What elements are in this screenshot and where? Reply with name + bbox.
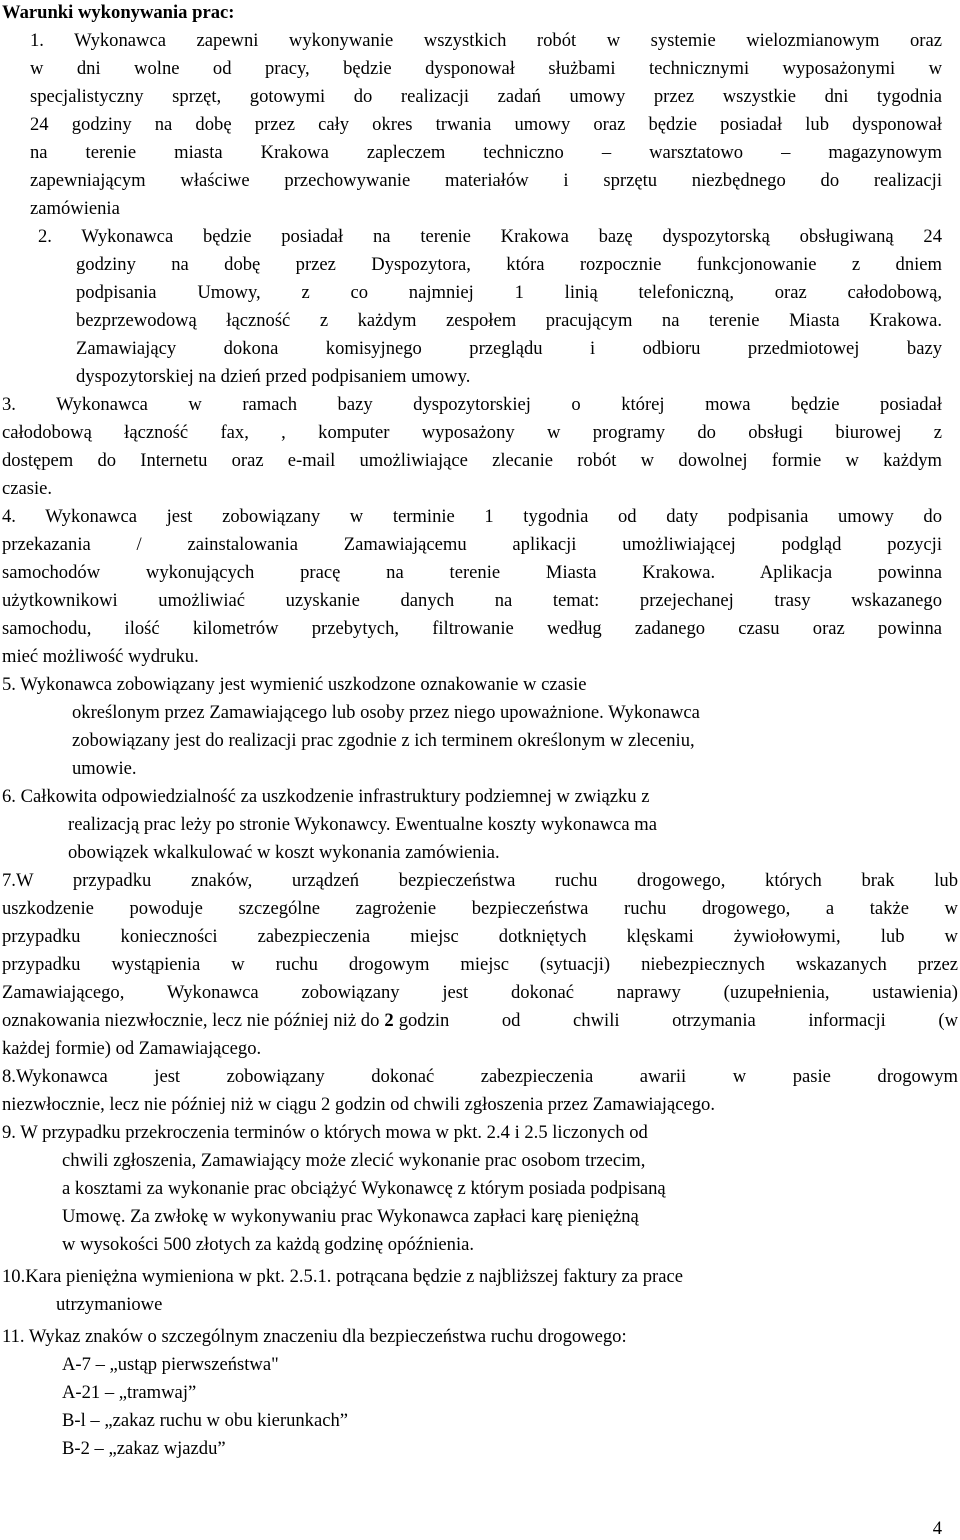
item-1-line-7: zamówienia: [30, 198, 120, 219]
sign-a21: A-21 – „tramwaj”: [62, 1382, 197, 1403]
item-9-line-4: Umowę. Za zwłokę w wykonywaniu prac Wykonawca zapłaci karę pieniężną: [62, 1206, 639, 1227]
item-6-line-2: realizacją prac leży po stronie Wykonawcy. Ewentualne koszty wykonawca ma: [68, 814, 657, 835]
item-5-line-2: określonym przez Zamawiającego lub osoby przez niego upoważnione. Wykonawca: [72, 702, 700, 723]
item-7-line-6-end: godzin od chwili otrzymania informacji (w: [398, 1010, 958, 1031]
item-8-line-1: 8.Wykonawca jest zobowiązany dokonać zabezpieczenia awarii w pasie drogowym: [2, 1066, 958, 1087]
item-1-line-6: zapewniającym właściwe przechowywanie materiałów i sprzętu niezbędnego do realizacji: [30, 170, 942, 191]
item-7-line-1: 7.W przypadku znaków, urządzeń bezpieczeństwa ruchu drogowego, których brak lub: [2, 870, 958, 891]
item-4-line-6: mieć możliwość wydruku.: [2, 646, 199, 667]
item-1-line-3: specjalistyczny sprzęt, gotowymi do realizacji zadań umowy przez wszystkie dni tygodnia: [30, 86, 942, 107]
item-4-line-1: 4. Wykonawca jest zobowiązany w terminie 1 tygodnia od daty podpisania umowy do: [2, 506, 942, 527]
item-1-line-5: na terenie miasta Krakowa zapleczem techniczno – warsztatowo – magazynowym: [30, 142, 942, 163]
item-11-line-1: 11. Wykaz znaków o szczególnym znaczeniu dla bezpieczeństwa ruchu drogowego:: [2, 1326, 627, 1347]
item-1-line-2: w dni wolne od pracy, będzie dysponował służbami technicznymi wyposażonymi w: [30, 58, 942, 79]
section-heading: Warunki wykonywania prac:: [2, 2, 235, 23]
item-2-line-2: godziny na dobę przez Dyspozytora, która rozpocznie funkcjonowanie z dniem: [76, 254, 942, 275]
sign-b2: B-2 – „zakaz wjazdu”: [62, 1438, 226, 1459]
item-9-line-1: 9. W przypadku przekroczenia terminów o których mowa w pkt. 2.4 i 2.5 liczonych od: [2, 1122, 648, 1143]
sign-b1: B-l – „zakaz ruchu w obu kierunkach”: [62, 1410, 349, 1431]
item-5-line-1: 5. Wykonawca zobowiązany jest wymienić uszkodzone oznakowanie w czasie: [2, 674, 587, 695]
item-3-line-1: 3. Wykonawca w ramach bazy dyspozytorskiej o której mowa będzie posiadał: [2, 394, 942, 415]
item-6-line-3: obowiązek wkalkulować w koszt wykonania zamówienia.: [68, 842, 500, 863]
item-10-line-2: utrzymaniowe: [56, 1294, 163, 1315]
item-2-line-5: Zamawiający dokona komisyjnego przeglądu i odbioru przedmiotowej bazy: [76, 338, 942, 359]
item-10-line-1: 10.Kara pieniężna wymieniona w pkt. 2.5.1. potrącana będzie z najbliższej faktury za prace: [2, 1266, 683, 1287]
item-4-line-2: przekazania / zainstalowania Zamawiającemu aplikacji umożliwiającej podgląd pozycji: [2, 534, 942, 555]
item-9-line-2: chwili zgłoszenia, Zamawiający może zlecić wykonanie prac osobom trzecim,: [62, 1150, 646, 1171]
item-6-line-1: 6. Całkowita odpowiedzialność za uszkodzenie infrastruktury podziemnej w związku z: [2, 786, 650, 807]
item-4-line-5: samochodu, ilość kilometrów przebytych, filtrowanie według zadanego czasu oraz powinna: [2, 618, 942, 639]
item-3-line-2: całodobową łączność fax, , komputer wyposażony w programy do obsługi biurowej z: [2, 422, 942, 443]
item-7-hours-bold: 2: [384, 1010, 394, 1031]
item-5-line-3: zobowiązany jest do realizacji prac zgodnie z ich terminem określonym w zleceniu,: [72, 730, 695, 751]
sign-a7: A-7 – „ustąp pierwszeństwa": [62, 1354, 279, 1375]
page-number: 4: [932, 1518, 942, 1539]
item-1-line-1: 1. Wykonawca zapewni wykonywanie wszystkich robót w systemie wielozmianowym oraz: [30, 30, 942, 51]
item-7-line-2: uszkodzenie powoduje szczególne zagrożenie bezpieczeństwa ruchu drogowego, a także w: [2, 898, 958, 919]
item-2-line-4: bezprzewodową łączność z każdym zespołem pracującym na terenie Miasta Krakowa.: [76, 310, 942, 331]
item-2-line-1: 2. Wykonawca będzie posiadał na terenie Krakowa bazę dyspozytorską obsługiwaną 24: [38, 226, 942, 247]
item-9-line-3: a kosztami za wykonanie prac obciążyć Wykonawcę z którym posiada podpisaną: [62, 1178, 666, 1199]
item-5-line-4: umowie.: [72, 758, 137, 779]
item-8-line-2: niezwłocznie, lecz nie później niż w ciągu 2 godzin od chwili zgłoszenia przez Zamawiającego.: [2, 1094, 715, 1115]
item-4-line-3: samochodów wykonujących pracę na terenie Miasta Krakowa. Aplikacja powinna: [2, 562, 942, 583]
item-7-line-6-start: oznakowania niezwłocznie, lecz nie później niż do: [2, 1010, 380, 1031]
item-9-line-5: w wysokości 500 złotych za każdą godzinę opóźnienia.: [62, 1234, 475, 1255]
item-2-line-6: dyspozytorskiej na dzień przed podpisaniem umowy.: [76, 366, 471, 387]
item-7-line-4: przypadku wystąpienia w ruchu drogowym miejsc (sytuacji) niebezpiecznych wskazanych przez: [2, 954, 958, 975]
item-7-line-5: Zamawiającego, Wykonawca zobowiązany jest dokonać naprawy (uzupełnienia, ustawienia): [2, 982, 958, 1003]
item-1-line-4: 24 godziny na dobę przez cały okres trwania umowy oraz będzie posiadał lub dysponował: [30, 114, 942, 135]
item-7-line-7: każdej formie) od Zamawiającego.: [2, 1038, 262, 1059]
item-3-line-3: dostępem do Internetu oraz e-mail umożliwiające zlecanie robót w dowolnej formie w każdym: [2, 450, 942, 471]
item-7-line-3: przypadku konieczności zabezpieczenia miejsc dotkniętych klęskami żywiołowymi, lub w: [2, 926, 958, 947]
item-2-line-3: podpisania Umowy, z co najmniej 1 linią telefoniczną, oraz całodobową,: [76, 282, 942, 303]
item-7-line-6: [2, 1012, 958, 1031]
item-4-line-4: użytkownikowi umożliwiać uzyskanie danych na temat: przejechanej trasy wskazanego: [2, 590, 942, 611]
item-3-line-4: czasie.: [2, 478, 53, 499]
